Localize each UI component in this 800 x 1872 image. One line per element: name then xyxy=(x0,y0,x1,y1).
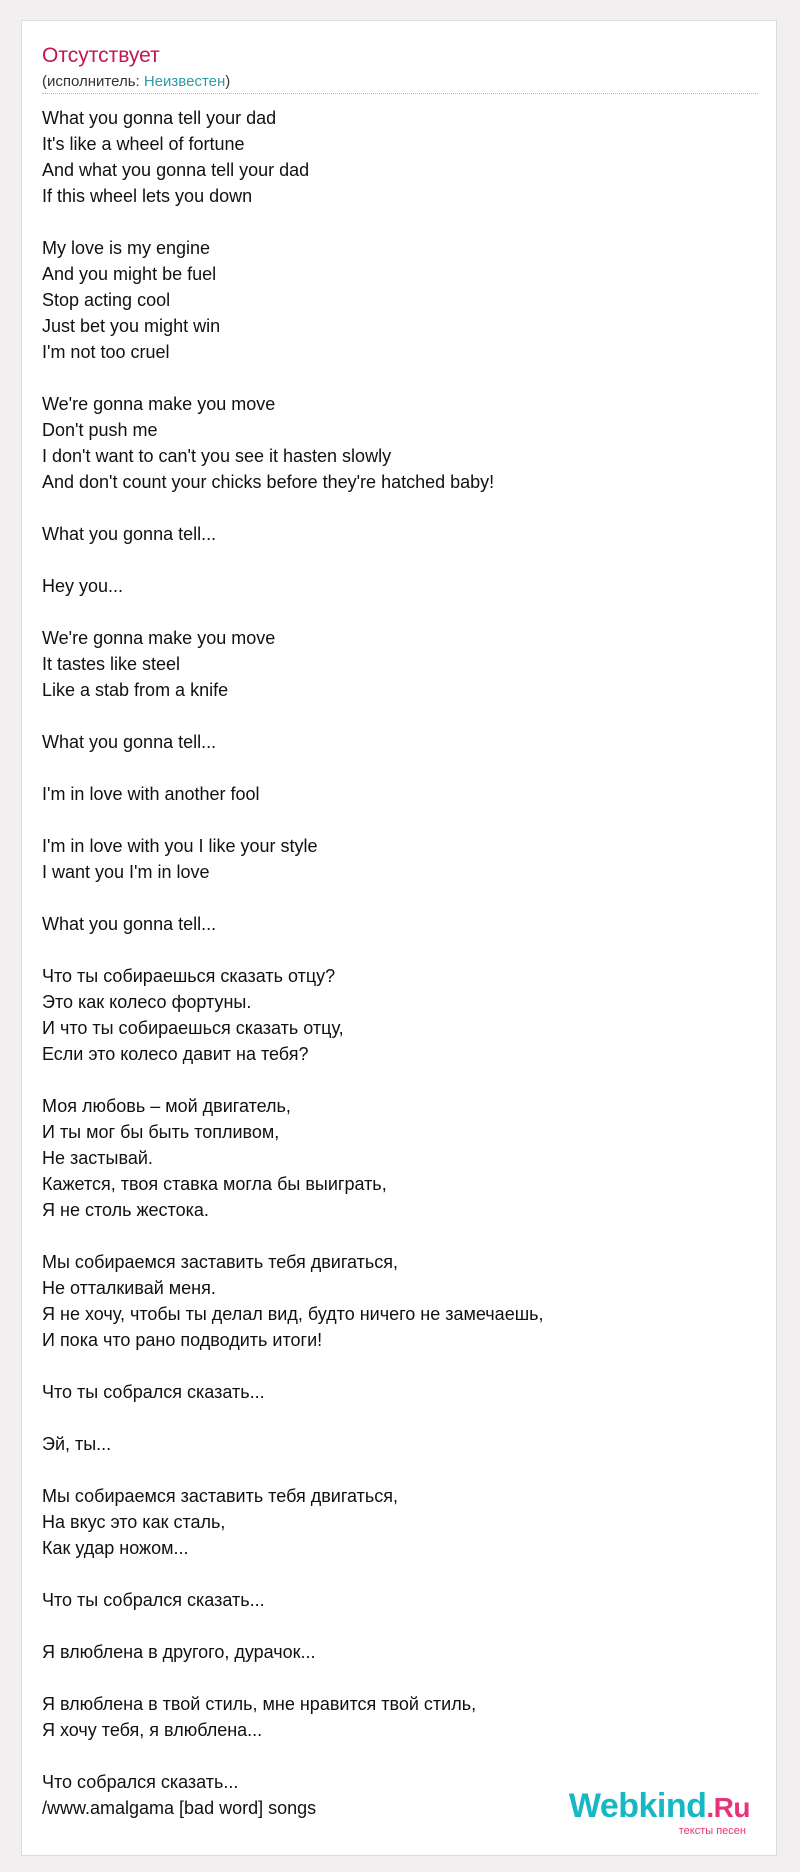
lyric-line: We're gonna make you move xyxy=(42,394,276,414)
lyric-line: Не застывай. xyxy=(42,1148,153,1168)
logo-tagline: тексты песен xyxy=(678,1825,746,1837)
artist-line xyxy=(42,73,230,91)
lyric-line: I'm in love with you I like your style xyxy=(42,836,318,856)
lyric-stanza xyxy=(42,833,742,885)
lyric-stanza xyxy=(42,625,742,703)
lyric-stanza xyxy=(42,1691,742,1743)
lyric-line: What you gonna tell... xyxy=(42,914,217,934)
artist-suffix: ) xyxy=(225,73,231,90)
lyric-line: Не отталкивай меня. xyxy=(42,1278,216,1298)
lyric-line: Моя любовь – мой двигатель, xyxy=(42,1096,291,1116)
lyric-line: Что ты собрался сказать... xyxy=(42,1382,265,1402)
artist-prefix: (исполнитель: xyxy=(42,73,144,90)
lyric-line: И ты мог бы быть топливом, xyxy=(42,1122,280,1142)
lyric-stanza xyxy=(42,1093,742,1223)
lyric-stanza xyxy=(42,911,742,937)
lyric-line: Что собрался сказать... xyxy=(42,1772,239,1792)
webkind-logo[interactable] xyxy=(569,1789,750,1837)
lyric-line: I want you I'm in love xyxy=(42,862,210,882)
lyric-stanza xyxy=(42,963,742,1067)
logo-tld: .Ru xyxy=(706,1792,750,1823)
lyric-line: Кажется, твоя ставка могла бы выиграть, xyxy=(42,1174,387,1194)
lyric-stanza xyxy=(42,1639,742,1665)
lyric-stanza xyxy=(42,391,742,495)
logo-wordmark xyxy=(569,1789,750,1825)
lyric-stanza xyxy=(42,573,742,599)
lyric-stanza xyxy=(42,1379,742,1405)
lyric-stanza xyxy=(42,521,742,547)
lyric-line: What you gonna tell your dad xyxy=(42,108,277,128)
lyric-stanza xyxy=(42,235,742,365)
lyric-line: Мы собираемся заставить тебя двигаться, xyxy=(42,1252,399,1272)
lyric-stanza xyxy=(42,1431,742,1457)
lyric-line: Как удар ножом... xyxy=(42,1538,189,1558)
lyric-stanza xyxy=(42,1587,742,1613)
lyric-line: Stop acting cool xyxy=(42,290,171,310)
lyric-line: We're gonna make you move xyxy=(42,628,276,648)
lyric-line: Если это колесо давит на тебя? xyxy=(42,1044,309,1064)
lyric-stanza xyxy=(42,729,742,755)
lyric-line: And what you gonna tell your dad xyxy=(42,160,310,180)
lyric-line: Я хочу тебя, я влюблена... xyxy=(42,1720,263,1740)
lyric-line: It tastes like steel xyxy=(42,654,181,674)
lyric-line: /www.amalgama [bad word] songs xyxy=(42,1798,317,1818)
lyric-line: Что ты собрался сказать... xyxy=(42,1590,265,1610)
lyric-line: Я влюблена в другого, дурачок... xyxy=(42,1642,316,1662)
lyric-line: What you gonna tell... xyxy=(42,732,217,752)
lyric-line: If this wheel lets you down xyxy=(42,186,253,206)
lyric-line: Мы собираемся заставить тебя двигаться, xyxy=(42,1486,399,1506)
artist-link[interactable]: Неизвестен xyxy=(143,73,226,90)
lyric-line: Like a stab from a knife xyxy=(42,680,229,700)
lyric-stanza xyxy=(42,1483,742,1561)
lyric-line: And don't count your chicks before they're hatched baby! xyxy=(42,472,495,492)
lyric-line: Эй, ты... xyxy=(42,1434,112,1454)
lyric-stanza xyxy=(42,1249,742,1353)
lyric-line: И что ты собираешься сказать отцу, xyxy=(42,1018,344,1038)
lyric-line: Я не столь жестока. xyxy=(42,1200,209,1220)
lyric-line: Что ты собираешься сказать отцу? xyxy=(42,966,336,986)
lyric-line: Это как колесо фортуны. xyxy=(42,992,252,1012)
lyric-line: Я влюблена в твой стиль, мне нравится твой стиль, xyxy=(42,1694,477,1714)
lyric-line: Don't push me xyxy=(42,420,158,440)
lyrics-page xyxy=(21,20,777,1856)
lyric-line: Hey you... xyxy=(42,576,124,596)
lyric-line: It's like a wheel of fortune xyxy=(42,134,245,154)
lyric-line: I don't want to can't you see it hasten slowly xyxy=(42,446,392,466)
lyric-line: My love is my engine xyxy=(42,238,211,258)
logo-name: Webkind xyxy=(568,1787,707,1825)
lyric-line: I'm not too cruel xyxy=(42,342,170,362)
song-title: Отсутствует xyxy=(42,44,160,67)
lyric-stanza xyxy=(42,105,742,209)
lyric-line: Я не хочу, чтобы ты делал вид, будто ничего не замечаешь, xyxy=(42,1304,544,1324)
lyric-line: На вкус это как сталь, xyxy=(42,1512,226,1532)
lyric-stanza xyxy=(42,781,742,807)
lyric-line: И пока что рано подводить итоги! xyxy=(42,1330,323,1350)
lyric-line: And you might be fuel xyxy=(42,264,217,284)
lyrics-text xyxy=(42,105,742,1821)
lyric-line: I'm in love with another fool xyxy=(42,784,260,804)
title-divider xyxy=(42,93,758,94)
lyric-line: What you gonna tell... xyxy=(42,524,217,544)
lyric-line: Just bet you might win xyxy=(42,316,221,336)
